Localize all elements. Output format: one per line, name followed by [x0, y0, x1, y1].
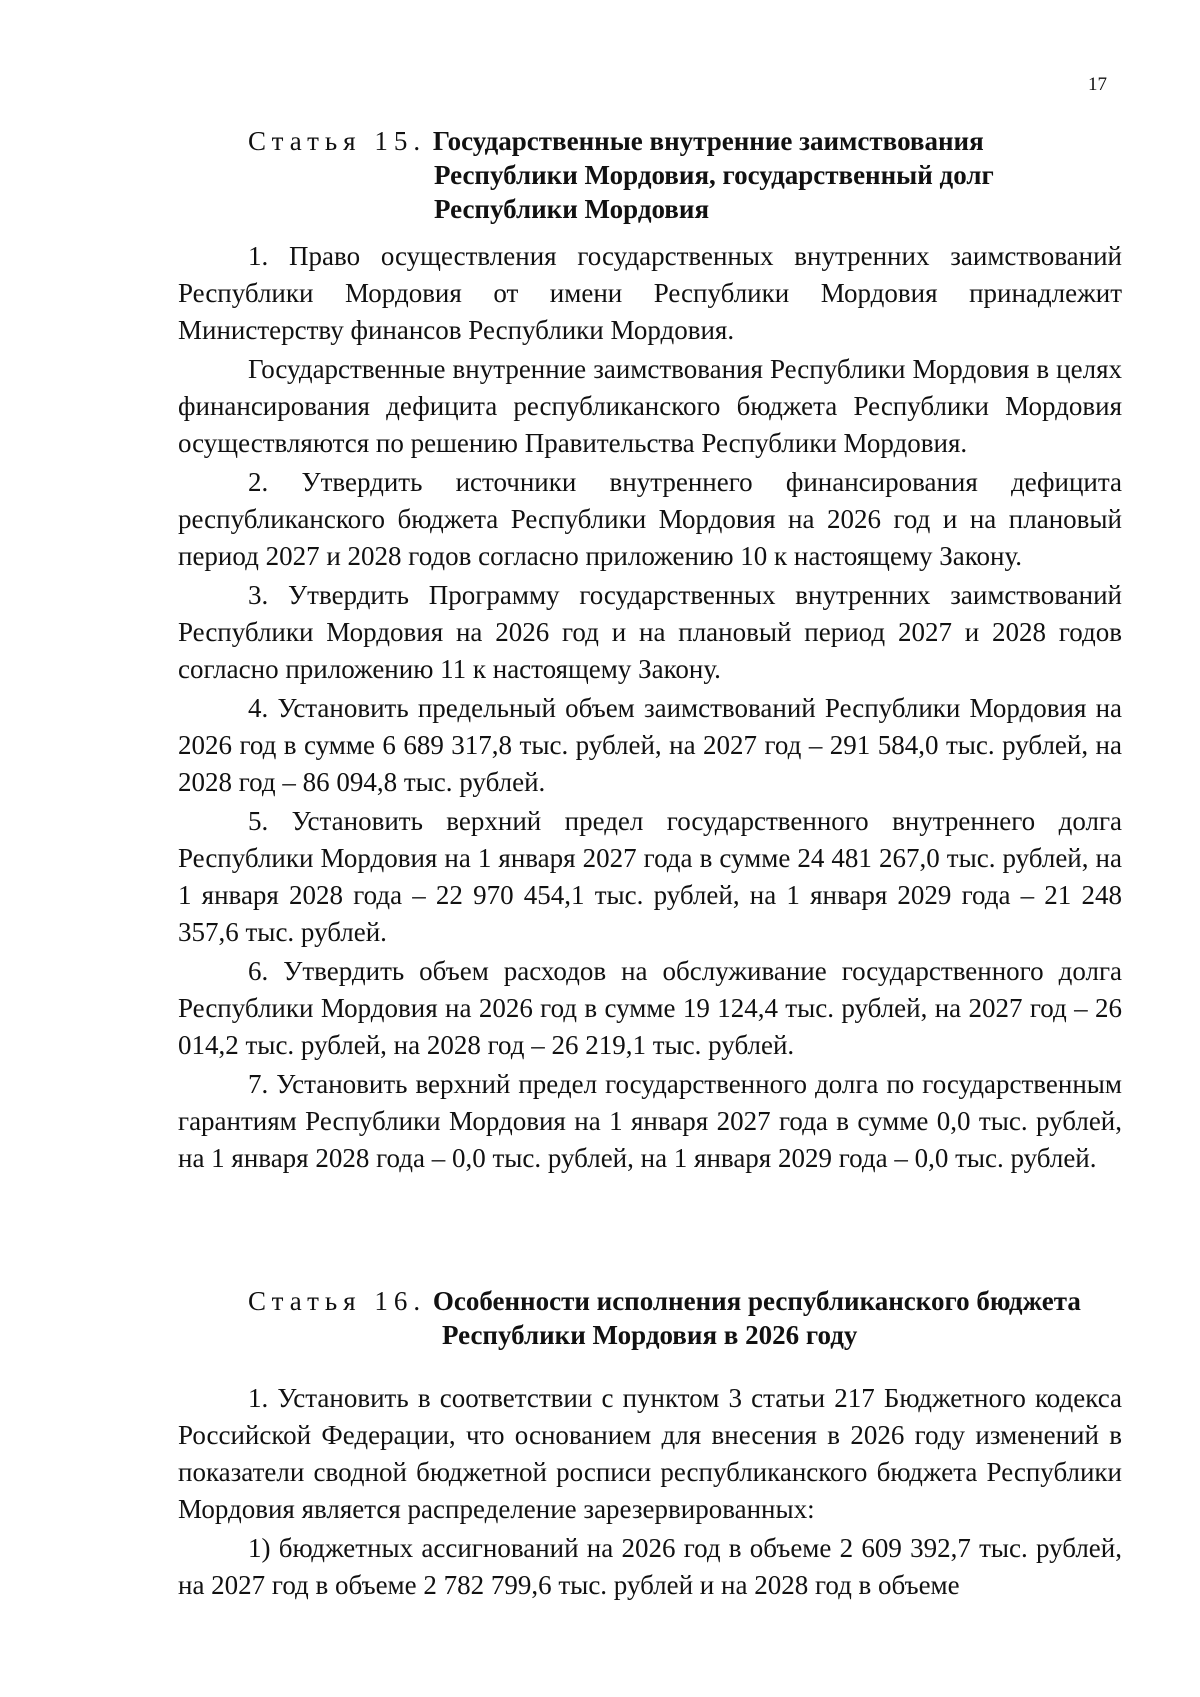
paragraph: 1. Установить в соответствии с пунктом 3 статьи 217 Бюджетного кодекса Российской Федерации, что основанием для внесения в 2026 году изменений в показатели сводной бюджетной росписи республиканского бюджета Республики Мордовия является распределение зарезервированных:	[178, 1383, 1122, 1524]
article-15-heading	[248, 124, 994, 226]
paragraph: 3. Утвердить Программу государственных внутренних заимствований Республики Мордовия на 2026 год и на плановый период 2027 и 2028 годов согласно приложению 11 к настоящему Закону.	[178, 580, 1122, 684]
paragraph: Государственные внутренние заимствования Республики Мордовия в целях финансирования дефицита республиканского бюджета Республики Мордовия осуществляются по решению Правительства Республики Мордовия.	[178, 354, 1122, 458]
article-16-heading	[248, 1284, 1081, 1352]
article-15-title-line-3: Республики Мордовия	[434, 194, 710, 224]
paragraph: 6. Утвердить объем расходов на обслуживание государственного долга Республики Мордовия на 2026 год в сумме 19 124,4 тыс. рублей, на 2027 год – 26 014,2 тыс. рублей, на 2028 год – 26 219,1 тыс. рублей.	[178, 956, 1122, 1060]
article-15-prefix: Статья 15.	[248, 126, 427, 156]
paragraph: 2. Утвердить источники внутреннего финансирования дефицита республиканского бюджета Республики Мордовия на 2026 год и на плановый период 2027 и 2028 годов согласно приложению 10 к настоящему Закону.	[178, 467, 1122, 571]
article-16-title-line-1: Особенности исполнения республиканского бюджета	[432, 1286, 1081, 1316]
article-16-body	[178, 1380, 1122, 1604]
article-16-title-line-2: Республики Мордовия в 2026 году	[442, 1320, 858, 1350]
article-15-body	[178, 238, 1122, 1177]
article-15-title-line-1: Государственные внутренние заимствования	[432, 126, 984, 156]
article-16-prefix: Статья 16.	[248, 1286, 427, 1316]
paragraph: 4. Установить предельный объем заимствований Республики Мордовия на 2026 год в сумме 6 689 317,8 тыс. рублей, на 2027 год – 291 584,0 тыс. рублей, на 2028 год – 86 094,8 тыс. рублей.	[178, 693, 1122, 797]
page-number: 17	[1088, 74, 1107, 95]
paragraph: 1) бюджетных ассигнований на 2026 год в объеме 2 609 392,7 тыс. рублей, на 2027 год в объеме 2 782 799,6 тыс. рублей и на 2028 год в объеме	[178, 1533, 1122, 1600]
paragraph: 5. Установить верхний предел государственного внутреннего долга Республики Мордовия на 1 января 2027 года в сумме 24 481 267,0 тыс. рублей, на 1 января 2028 года – 22 970 454,1 тыс. рублей, на 1 января 2029 года – 21 248 357,6 тыс. рублей.	[178, 806, 1122, 947]
paragraph: 7. Установить верхний предел государственного долга по государственным гарантиям Республики Мордовия на 1 января 2027 года в сумме 0,0 тыс. рублей, на 1 января 2028 года – 0,0 тыс. рублей, на 1 января 2029 года – 0,0 тыс. рублей.	[178, 1069, 1122, 1173]
article-15-title-line-2: Республики Мордовия, государственный долг	[434, 160, 994, 190]
paragraph: 1. Право осуществления государственных внутренних заимствований Республики Мордовия от имени Республики Мордовия принадлежит Министерству финансов Республики Мордовия.	[178, 241, 1122, 345]
